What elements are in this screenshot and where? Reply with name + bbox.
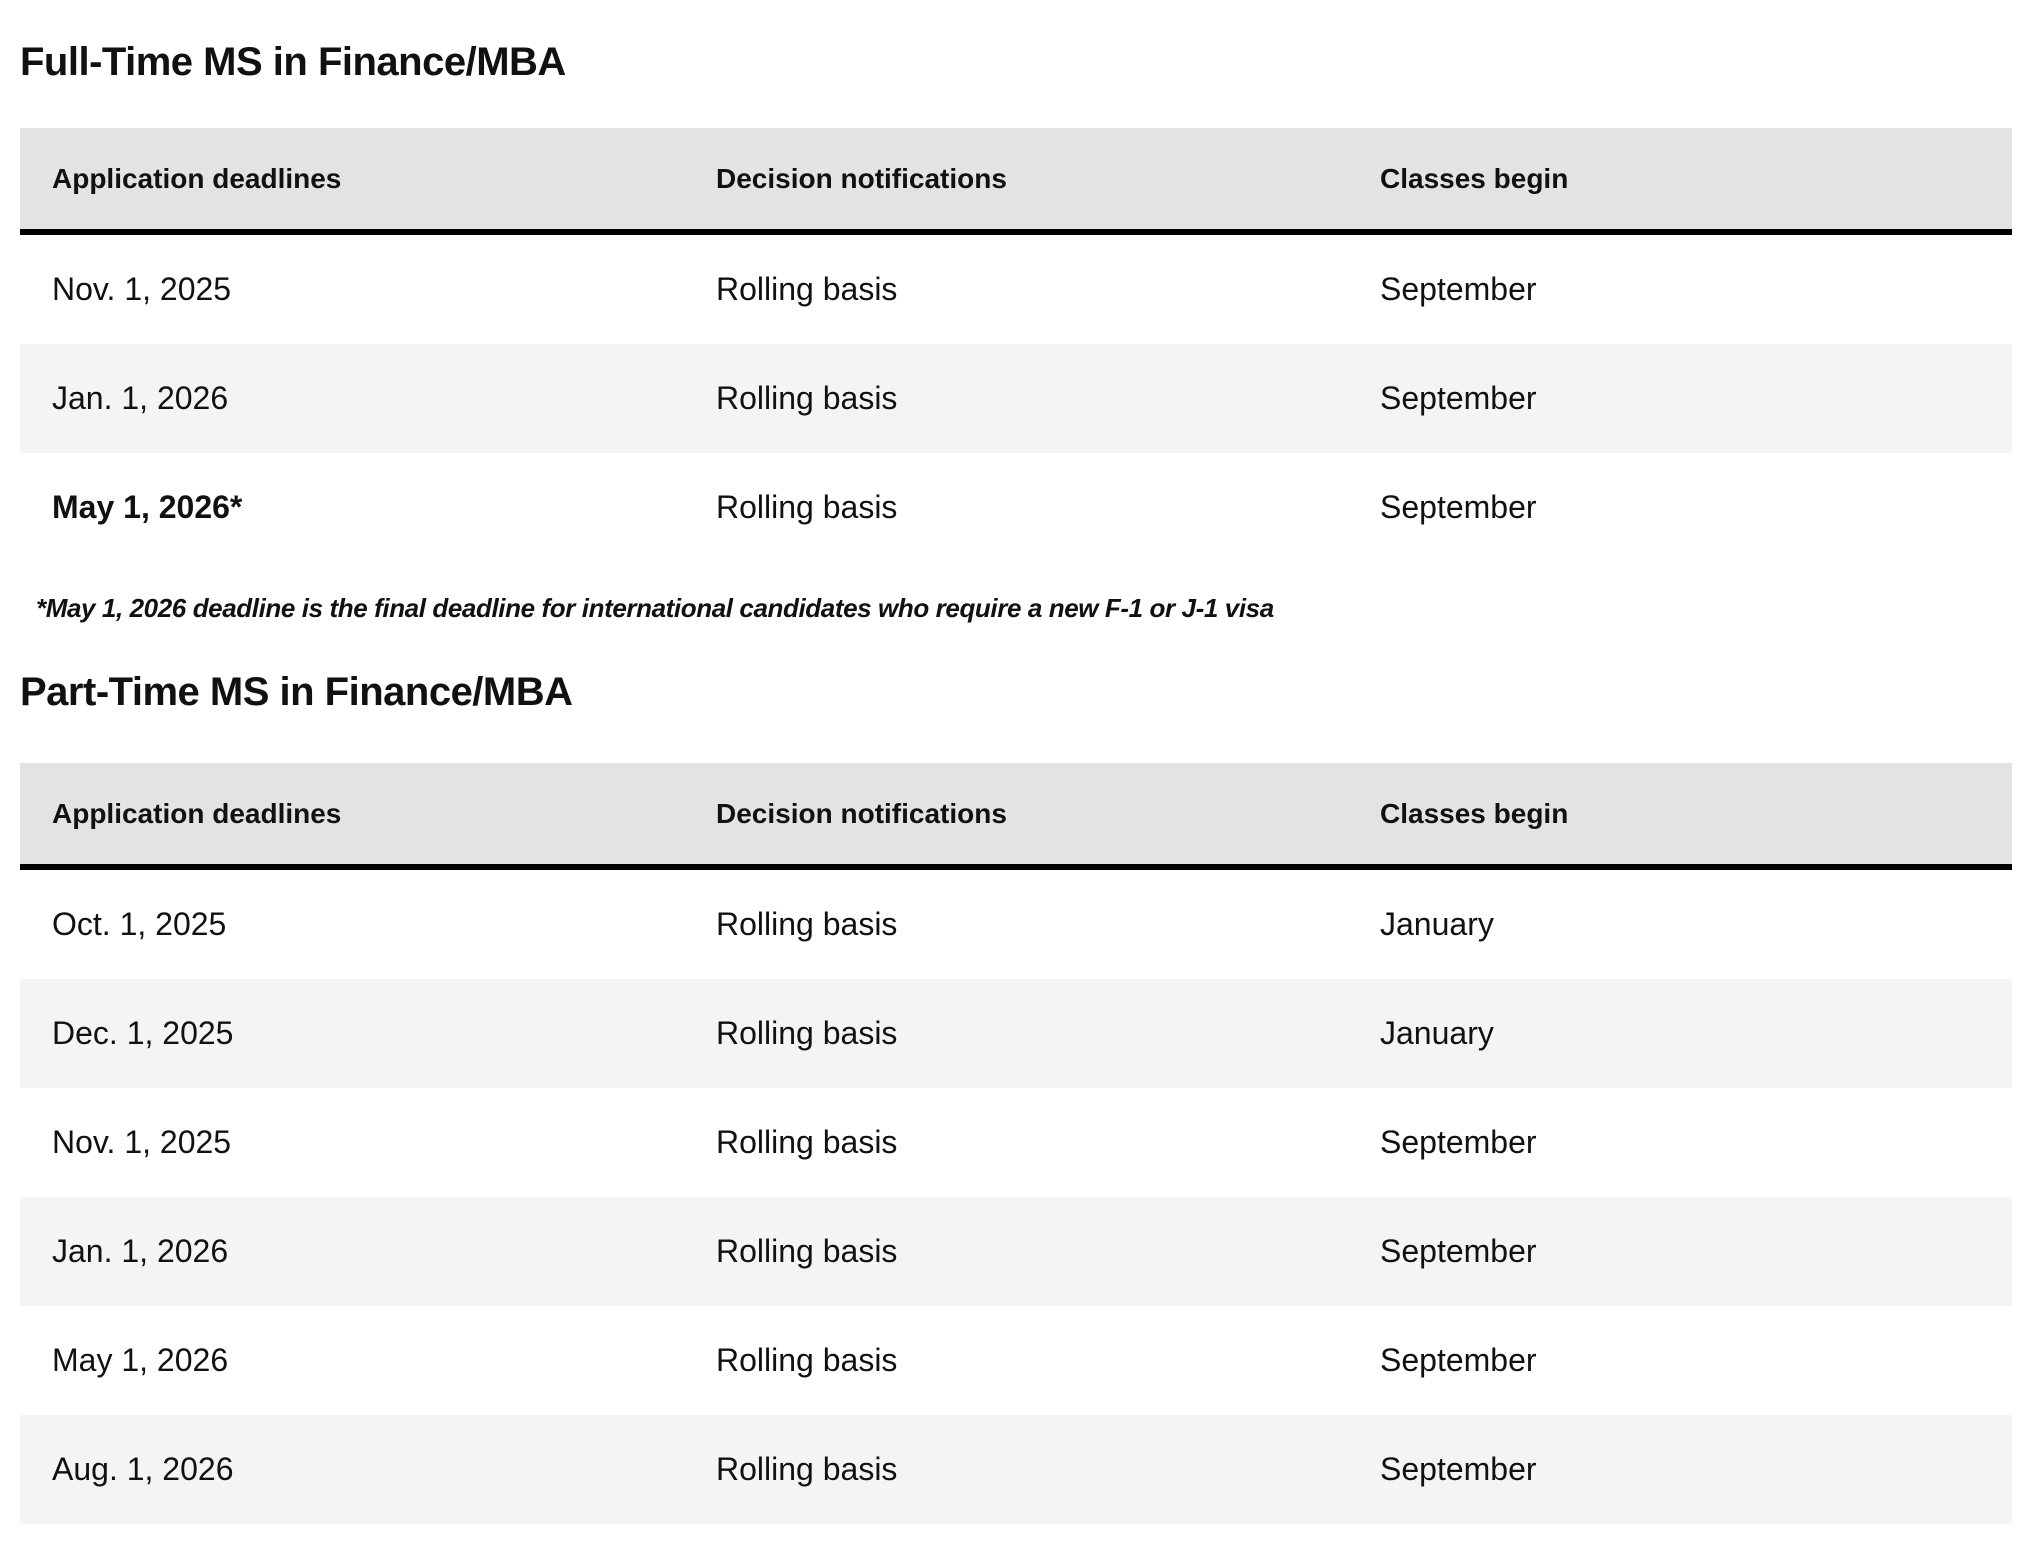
deadline-cell: Jan. 1, 2026 (20, 1197, 684, 1306)
decision-cell: Rolling basis (684, 344, 1348, 453)
international-deadline-footnote: *May 1, 2026 deadline is the final deadline for international candidates who require a new F-1 or J-1 visa (36, 593, 1274, 623)
table-header-row (20, 763, 2012, 867)
header-decision-notifications: Decision notifications (684, 128, 1348, 232)
deadline-cell: Nov. 1, 2025 (52, 1124, 232, 1160)
table-row (20, 1088, 2012, 1197)
full-time-table (20, 128, 2012, 562)
decision-cell: Rolling basis (684, 979, 1348, 1088)
deadline-cell: Nov. 1, 2025 (52, 271, 232, 307)
header-classes-begin: Classes begin (1348, 128, 2012, 232)
decision-cell: Rolling basis (684, 1197, 1348, 1306)
table-row (20, 979, 2012, 1088)
part-time-table (20, 763, 2012, 1524)
decision-cell: Rolling basis (716, 489, 898, 525)
classes-begin-cell: September (1380, 271, 1537, 307)
deadline-cell: May 1, 2026* (52, 489, 243, 525)
header-application-deadlines: Application deadlines (20, 763, 684, 867)
decision-cell: Rolling basis (684, 1415, 1348, 1524)
part-time-title: Part-Time MS in Finance/MBA (20, 670, 573, 714)
header-application-deadlines: Application deadlines (20, 128, 684, 232)
table-row (20, 344, 2012, 453)
table-row (20, 1306, 2012, 1415)
classes-begin-cell: September (1348, 1415, 2012, 1524)
table-row (20, 1415, 2012, 1524)
table-header-row (20, 128, 2012, 232)
table-row (20, 867, 2012, 979)
deadline-cell: May 1, 2026 (52, 1342, 229, 1378)
page-content (20, 0, 2012, 1524)
decision-cell: Rolling basis (716, 1342, 898, 1378)
table-row (20, 232, 2012, 344)
decision-cell: Rolling basis (716, 1124, 898, 1160)
table-row (20, 1197, 2012, 1306)
deadline-cell: Aug. 1, 2026 (20, 1415, 684, 1524)
decision-cell: Rolling basis (716, 906, 898, 942)
classes-begin-cell: September (1348, 344, 2012, 453)
classes-begin-cell: January (1348, 979, 2012, 1088)
classes-begin-cell: September (1380, 1124, 1537, 1160)
header-classes-begin: Classes begin (1348, 763, 2012, 867)
classes-begin-cell: January (1380, 906, 1494, 942)
decision-cell: Rolling basis (716, 271, 898, 307)
full-time-title: Full-Time MS in Finance/MBA (20, 40, 566, 84)
deadline-cell: Oct. 1, 2025 (52, 906, 227, 942)
classes-begin-cell: September (1348, 1197, 2012, 1306)
header-decision-notifications: Decision notifications (684, 763, 1348, 867)
classes-begin-cell: September (1380, 1342, 1537, 1378)
deadline-cell: Jan. 1, 2026 (20, 344, 684, 453)
deadline-cell: Dec. 1, 2025 (20, 979, 684, 1088)
table-row (20, 453, 2012, 562)
classes-begin-cell: September (1380, 489, 1537, 525)
